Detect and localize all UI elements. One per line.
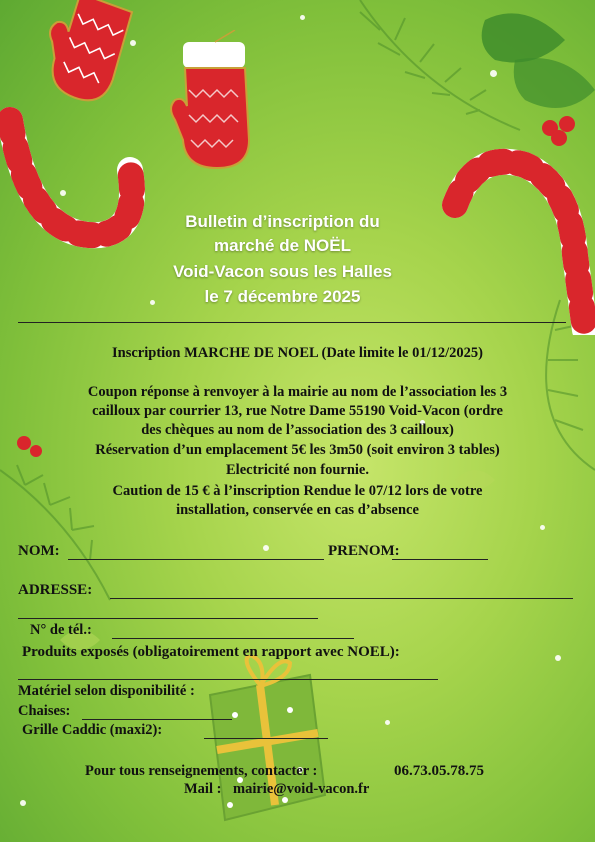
prenom-field[interactable] xyxy=(392,545,488,560)
snowflake-dot xyxy=(540,525,545,530)
contact-label: Pour tous renseignements, contacter : xyxy=(85,763,318,779)
nom-label: NOM: xyxy=(18,543,60,559)
info-line: Caution de 15 € à l’inscription Rendue le 07/12 lors de votre xyxy=(112,483,483,499)
separator-line xyxy=(18,322,566,323)
snowflake-dot xyxy=(60,190,66,196)
info-line: installation, conservée en cas d’absence xyxy=(176,502,419,518)
chaises-field[interactable] xyxy=(82,705,232,720)
produits-field[interactable] xyxy=(18,665,438,680)
info-line: cailloux par courrier 13, rue Notre Dame 55190 Void-Vacon (ordre xyxy=(92,403,503,419)
prenom-label: PRENOM: xyxy=(328,543,400,559)
title-line: marché de NOËL xyxy=(214,236,351,255)
snowflake-dot xyxy=(20,800,26,806)
contact-phone: 06.73.05.78.75 xyxy=(394,763,484,779)
tel-label: N° de tél.: xyxy=(30,622,92,638)
materiel-label: Matériel selon disponibilité : xyxy=(18,683,195,699)
info-line: Electricité non fournie. xyxy=(226,462,369,478)
holly-icon xyxy=(455,0,595,150)
contact-email[interactable]: mairie@void-vacon.fr xyxy=(233,781,370,797)
produits-label: Produits exposés (obligatoirement en rapport avec NOEL): xyxy=(22,644,400,660)
grille-field[interactable] xyxy=(204,724,328,739)
title-line: le 7 décembre 2025 xyxy=(204,287,361,306)
gift-box-icon xyxy=(190,655,330,842)
adresse-field[interactable] xyxy=(110,584,573,599)
adresse-label: ADRESSE: xyxy=(18,582,93,598)
info-line: Coupon réponse à renvoyer à la mairie au nom de l’association les 3 xyxy=(87,384,508,400)
grille-label: Grille Caddic (maxi2): xyxy=(22,722,163,738)
snowflake-dot xyxy=(130,40,136,46)
snowflake-dot xyxy=(300,15,305,20)
title-line: Bulletin d’inscription du xyxy=(185,212,380,231)
snowflake-dot xyxy=(555,655,561,661)
nom-field[interactable] xyxy=(68,545,324,560)
snowflake-dot xyxy=(490,70,497,77)
mitten-icon xyxy=(165,30,275,180)
registration-heading: Inscription MARCHE DE NOEL (Date limite le 01/12/2025) xyxy=(112,345,483,361)
tel-field[interactable] xyxy=(112,624,354,639)
title-line: Void-Vacon sous les Halles xyxy=(173,262,392,281)
chaises-label: Chaises: xyxy=(18,703,71,719)
info-line: des chèques au nom de l’association des 3 cailloux) xyxy=(141,422,454,438)
adresse-field-line2[interactable] xyxy=(18,604,318,619)
mail-label: Mail : xyxy=(184,781,222,797)
snowflake-dot xyxy=(385,720,390,725)
info-line: Réservation d’un emplacement 5€ les 3m50 (soit environ 3 tables) xyxy=(95,442,500,458)
